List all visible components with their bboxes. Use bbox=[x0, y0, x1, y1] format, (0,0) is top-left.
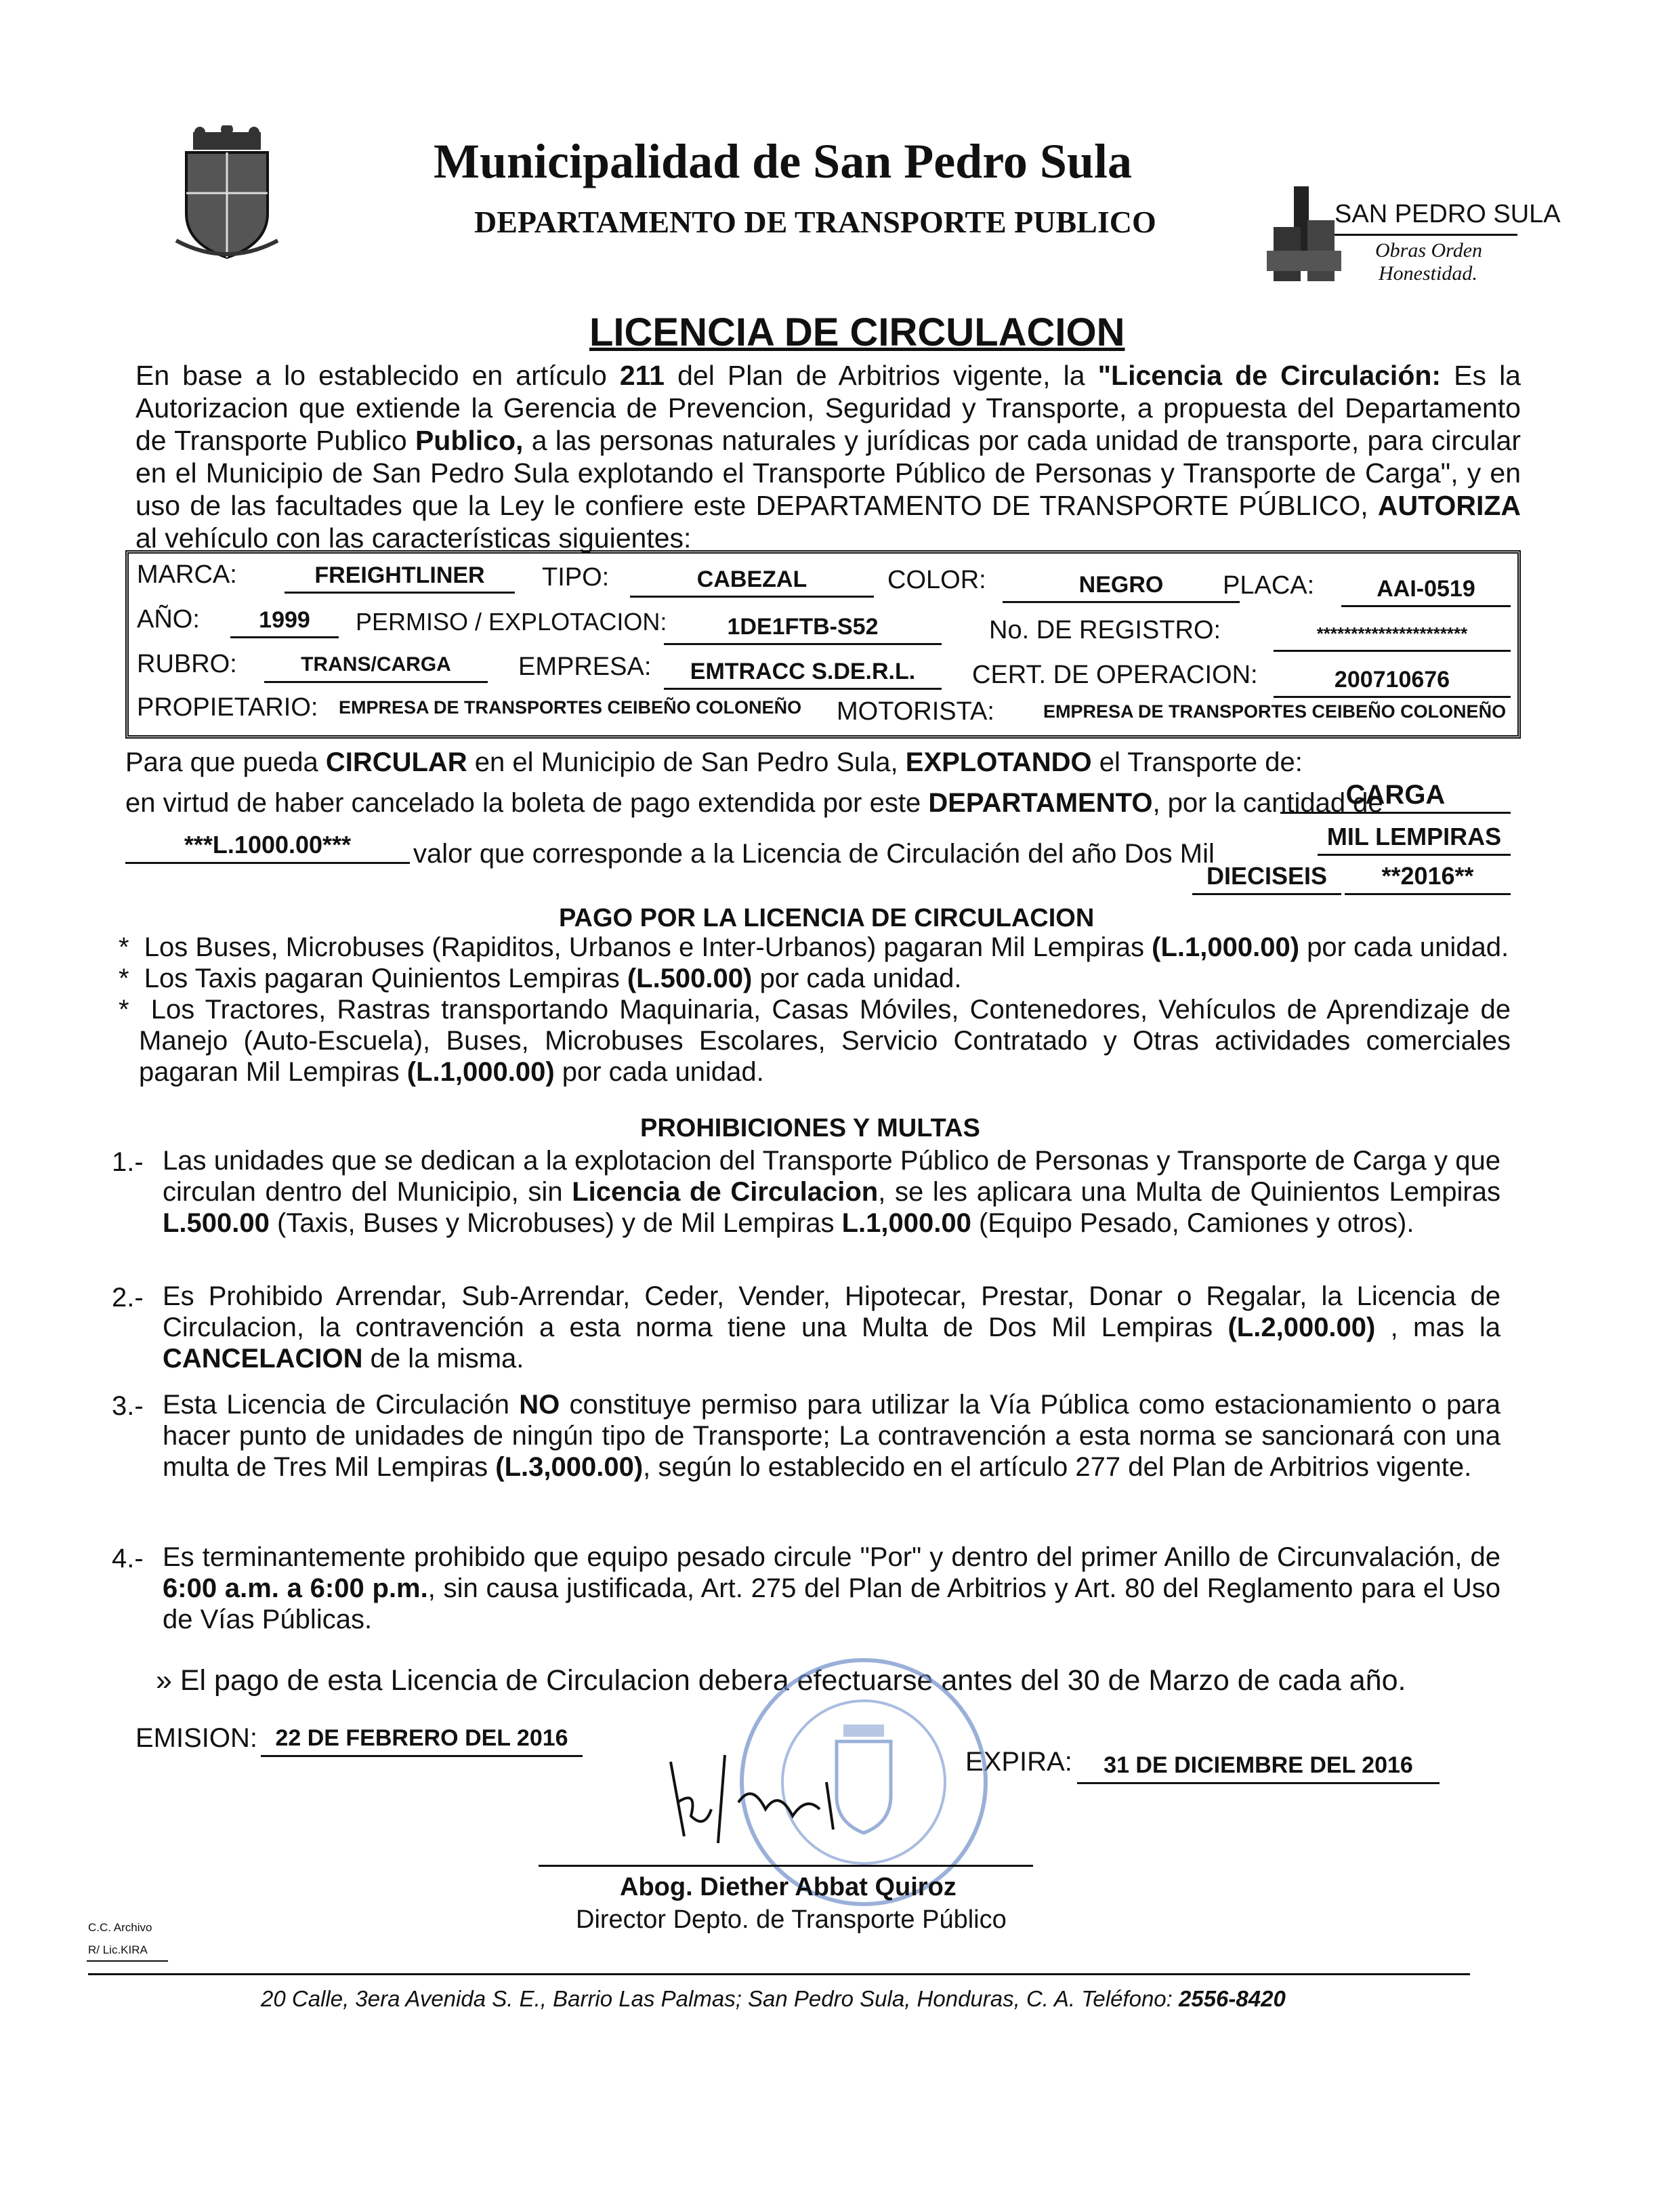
color-label: COLOR: bbox=[887, 566, 986, 594]
permiso-label: PERMISO / EXPLOTACION: bbox=[356, 608, 667, 636]
empresa-label: EMPRESA: bbox=[518, 653, 652, 681]
pago-item-2: * Los Taxis pagaran Quinientos Lempiras (L.500.00) por cada unidad. bbox=[119, 964, 962, 993]
transporte-value: CARGA bbox=[1280, 778, 1511, 814]
brand-name: SAN PEDRO SULA bbox=[1335, 200, 1561, 228]
rubro-value: TRANS/CARGA bbox=[264, 648, 488, 683]
expira-value: 31 DE DICIEMBRE DEL 2016 bbox=[1077, 1748, 1440, 1784]
signer-name: Abog. Diether Abbat Quiroz bbox=[620, 1873, 957, 1901]
color-value: NEGRO bbox=[1003, 569, 1240, 603]
brand-motto-line1: Obras Orden bbox=[1375, 239, 1483, 262]
placa-value: AAI-0519 bbox=[1341, 573, 1511, 607]
anio-value: **2016** bbox=[1345, 859, 1511, 895]
prohibicion-2-number: 2.- bbox=[112, 1283, 144, 1313]
anio-label: AÑO: bbox=[137, 605, 200, 634]
brand-motto-line2: Honestidad. bbox=[1379, 262, 1477, 285]
circular-line-3: valor que corresponde a la Licencia de Circulación del año Dos Mil bbox=[413, 839, 1215, 869]
empresa-value: EMTRACC S.DE.R.L. bbox=[664, 655, 942, 690]
cc-archivo: C.C. Archivo bbox=[88, 1921, 152, 1934]
placa-label: PLACA: bbox=[1223, 571, 1315, 600]
signature-line bbox=[539, 1865, 1033, 1867]
prohibicion-4-number: 4.- bbox=[112, 1544, 144, 1573]
cantidad-letras-value: MIL LEMPIRAS bbox=[1318, 820, 1511, 856]
cert-value: 200710676 bbox=[1274, 663, 1511, 698]
cert-label: CERT. DE OPERACION: bbox=[972, 661, 1258, 689]
registro-value: ********************** bbox=[1274, 617, 1511, 652]
rubro-label: RUBRO: bbox=[137, 650, 237, 678]
signature bbox=[657, 1741, 860, 1850]
motorista-label: MOTORISTA: bbox=[837, 697, 994, 726]
pago-item-3: * Los Tractores, Rastras transportando Maquinaria, Casas Móviles, Contenedores, Vehículos de Aprendizaje de Manejo (Auto-Escuela), Buses, Microbuses Escolares, Servicio Contratado y Otras actividades comerciales pagaran Mil Lempiras (L.1,000.00) por cada unidad. bbox=[119, 995, 1511, 1087]
department-subtitle: DEPARTAMENTO DE TRANSPORTE PUBLICO bbox=[474, 205, 1156, 239]
prohibicion-1-number: 1.- bbox=[112, 1147, 144, 1177]
tipo-value: CABEZAL bbox=[630, 563, 874, 598]
prohibicion-2: 2.- Es Prohibido Arrendar, Sub-Arrendar, Ceder, Vender, Hipotecar, Prestar, Donar o Regalar, la Licencia de Circulacion, la contravención a esta norma tiene una Multa de Dos Mil Lempiras (L.2,000.00) , mas la CANCELACION de la misma. bbox=[112, 1281, 1500, 1374]
emision-label: EMISION: bbox=[135, 1723, 258, 1753]
anio-value: 1999 bbox=[230, 604, 339, 638]
coat-of-arms-logo bbox=[173, 125, 281, 268]
pago-item-1: * Los Buses, Microbuses (Rapiditos, Urbanos e Inter-Urbanos) pagaran Mil Lempiras (L.1,000.00) por cada unidad. bbox=[119, 932, 1509, 962]
signer-title: Director Depto. de Transporte Público bbox=[576, 1905, 1007, 1934]
propietario-label: PROPIETARIO: bbox=[137, 693, 318, 722]
prohibicion-3-number: 3.- bbox=[112, 1391, 144, 1421]
footer-line bbox=[88, 1973, 1470, 1975]
emision-value: 22 DE FEBRERO DEL 2016 bbox=[261, 1721, 583, 1757]
pago-list bbox=[119, 932, 1511, 1088]
san-pedro-sula-brand-logo bbox=[1267, 180, 1561, 295]
motorista-value: EMPRESA DE TRANSPORTES CEIBEÑO COLONEÑO bbox=[1043, 701, 1507, 722]
marca-value: FREIGHTLINER bbox=[285, 559, 515, 594]
municipality-title: Municipalidad de San Pedro Sula bbox=[434, 134, 1132, 188]
registro-label: No. DE REGISTRO: bbox=[989, 616, 1221, 644]
intro-paragraph: En base a lo establecido en artículo 211 del Plan de Arbitrios vigente, la "Licencia de Circulación: Es la Autorizacion que extiende la Gerencia de Prevencion, Seguridad y Transporte, a propuesta del Departamento de Transporte Publico Publico, a las personas naturales y jurídicas por cada unidad de transporte, para circular en el Municipio de San Pedro Sula explotando el Transporte Público de Personas y Transporte de Carga", y en uso de las facultades que la Ley le confiere este DEPARTAMENTO DE TRANSPORTE PÚBLICO, AUTORIZA al vehículo con las características siguientes: bbox=[135, 360, 1521, 554]
expira-label: EXPIRA: bbox=[965, 1747, 1072, 1777]
prohibicion-1: 1.- Las unidades que se dedican a la explotacion del Transporte Público de Personas y Transporte de Carga y que circulan dentro del Municipio, sin Licencia de Circulacion, se les aplicara una Multa de Quinientos Lempiras L.500.00 (Taxis, Buses y Microbuses) y de Mil Lempiras L.1,000.00 (Equipo Pesado, Camiones y otros). bbox=[112, 1146, 1500, 1238]
payment-deadline-note: » El pago de esta Licencia de Circulacion debera efectuarse antes del 30 de Marzo de cada año. bbox=[156, 1664, 1406, 1697]
prohibiciones-heading: PROHIBICIONES Y MULTAS bbox=[640, 1114, 980, 1142]
vehicle-details-box bbox=[125, 550, 1521, 739]
document-title: LICENCIA DE CIRCULACION bbox=[589, 310, 1125, 354]
prohibicion-3: 3.- Esta Licencia de Circulación NO constituye permiso para utilizar la Vía Pública como estacionamiento o para hacer punto de unidades de ningún tipo de Transporte; La contravención a esta norma se sancionará con una multa de Tres Mil Lempiras (L.3,000.00), según lo establecido en el artículo 277 del Plan de Arbitrios vigente. bbox=[112, 1390, 1500, 1482]
anio-letras-value: DIECISEIS bbox=[1192, 859, 1341, 895]
circular-line-1: Para que pueda CIRCULAR en el Municipio de San Pedro Sula, EXPLOTANDO el Transporte de: bbox=[125, 747, 1303, 777]
marca-label: MARCA: bbox=[137, 560, 237, 589]
cc-ref: R/ Lic.KIRA bbox=[88, 1943, 148, 1956]
cantidad-value: ***L.1000.00*** bbox=[125, 828, 410, 864]
pago-heading: PAGO POR LA LICENCIA DE CIRCULACION bbox=[559, 904, 1095, 932]
tipo-label: TIPO: bbox=[542, 563, 610, 592]
propietario-value: EMPRESA DE TRANSPORTES CEIBEÑO COLONEÑO bbox=[339, 697, 802, 718]
prohibicion-4: 4.- Es terminantemente prohibido que equipo pesado circule "Por" y dentro del primer Anillo de Circunvalación, de 6:00 a.m. a 6:00 p.m., sin causa justificada, Art. 275 del Plan de Arbitrios y Art. 80 del Reglamento para el Uso de Vías Públicas. bbox=[112, 1542, 1500, 1634]
permiso-value: 1DE1FTB-S52 bbox=[664, 611, 942, 645]
circular-line-2: en virtud de haber cancelado la boleta de pago extendida por este DEPARTAMENTO, por la cantidad de bbox=[125, 788, 1383, 818]
footer-address: 20 Calle, 3era Avenida S. E., Barrio Las Palmas; San Pedro Sula, Honduras, C. A. Teléfono: 2556-8420 bbox=[261, 1986, 1286, 2011]
